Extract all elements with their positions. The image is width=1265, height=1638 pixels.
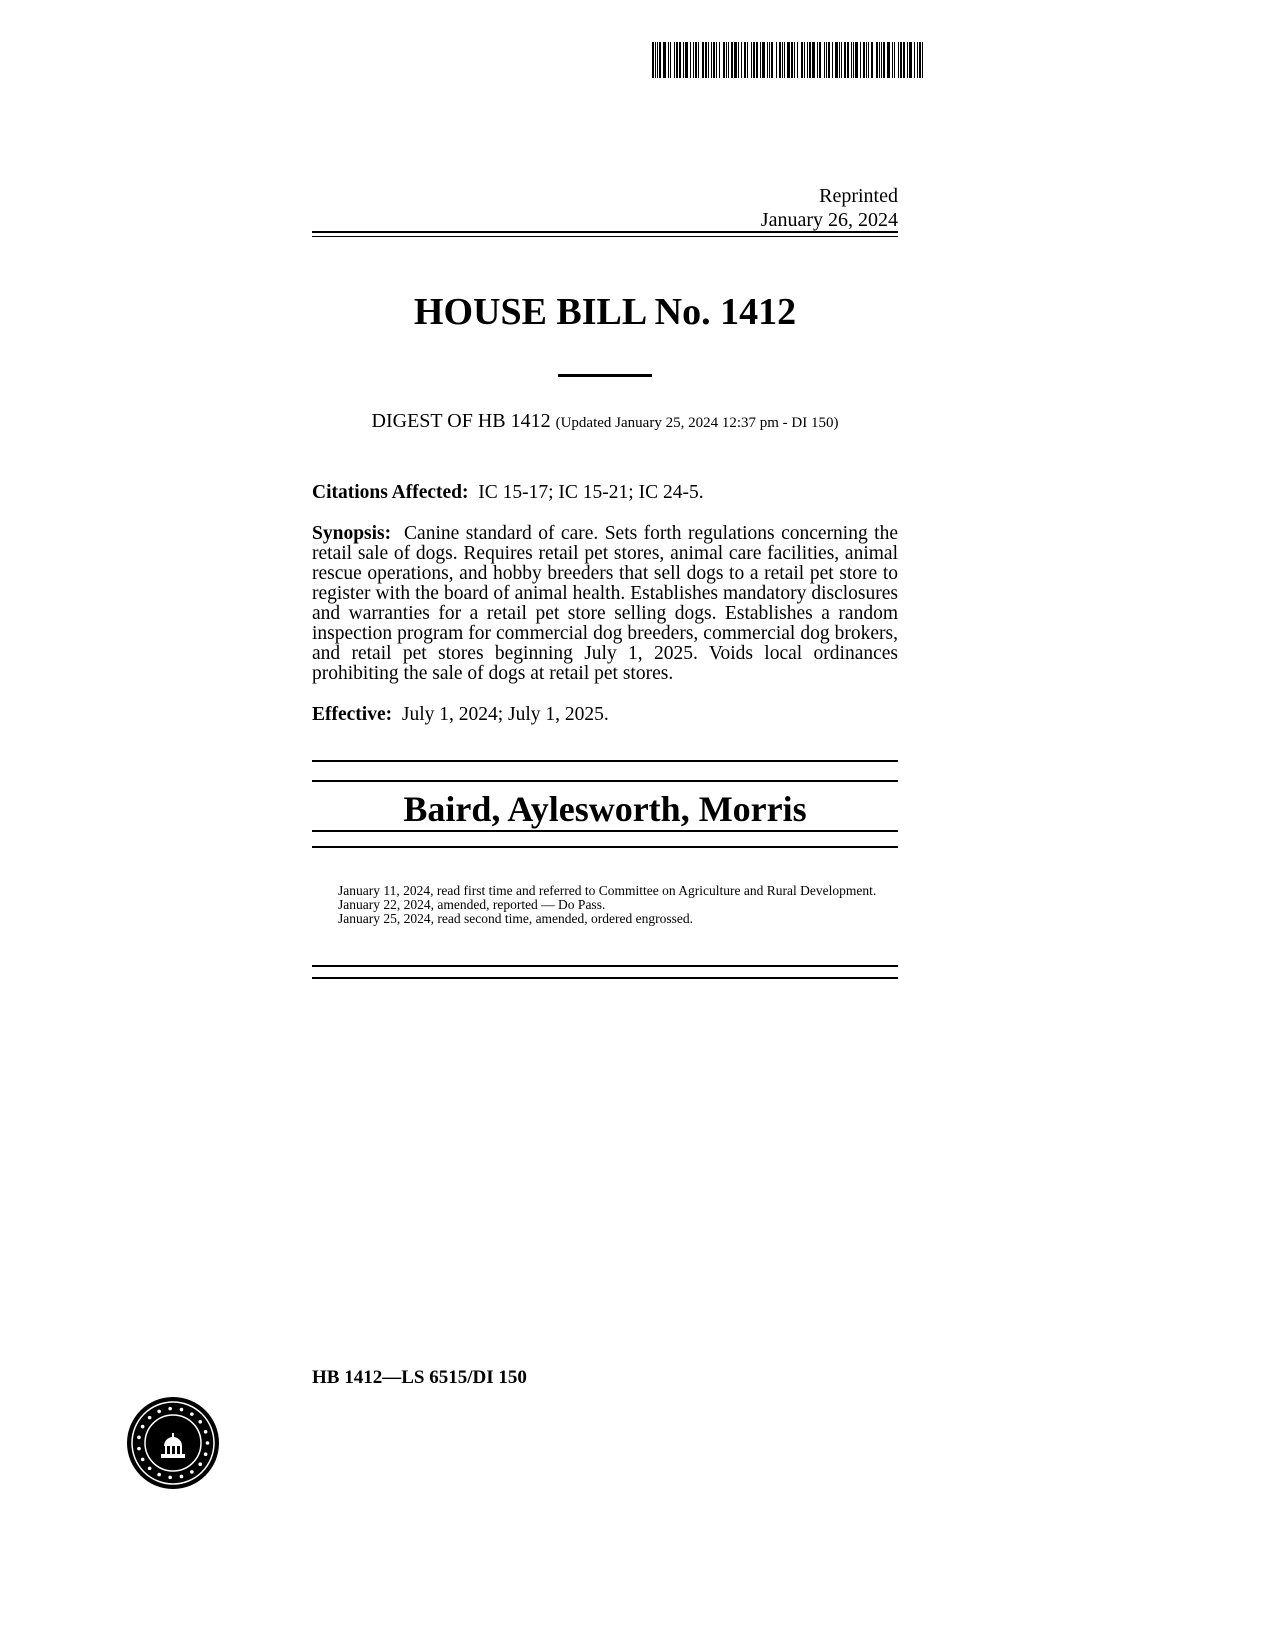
barcode-icon	[652, 42, 926, 78]
citations-label: Citations Affected:	[312, 482, 469, 503]
seal-star	[157, 1410, 161, 1414]
seal-star	[190, 1412, 194, 1416]
divider	[312, 846, 898, 848]
state-capitol-seal-icon	[126, 1396, 220, 1490]
seal-star	[168, 1476, 172, 1480]
history-entry: January 22, 2024, amended, reported — Do Pass.	[338, 897, 606, 912]
seal-star	[206, 1441, 210, 1445]
seal-star	[141, 1425, 145, 1429]
seal-star	[204, 1452, 208, 1456]
divider	[312, 236, 898, 237]
digest-heading	[312, 410, 898, 433]
seal-star	[168, 1407, 172, 1411]
seal-star	[204, 1430, 208, 1434]
bill-footer-id: HB 1412—LS 6515/DI 150	[312, 1367, 527, 1388]
seal-star	[198, 1420, 202, 1424]
history-entry: January 25, 2024, read second time, amended, ordered engrossed.	[338, 911, 694, 926]
seal-star	[137, 1447, 141, 1451]
history-entry: January 11, 2024, read first time and referred to Committee on Agriculture and Rural Development.	[338, 883, 877, 898]
digest-updated: (Updated January 25, 2024 12:37 pm - DI 150)	[555, 415, 839, 431]
synopsis-value: Canine standard of care. Sets forth regulations concerning the retail sale of dogs. Requires retail pet stores, animal care facilities, animal rescue operations, and hobby breeders that sell dogs to a retail pet store to register with the board of animal health. Establishes mandatory disclosures and warranties for a retail pet store selling dogs. Establishes a random inspection program for commercial dog breeders, commercial dog brokers, and retail pet stores beginning July 1, 2025. Voids local ordinances prohibiting the sale of dogs at retail pet stores.	[312, 523, 898, 684]
synopsis-label: Synopsis:	[312, 523, 392, 544]
synopsis	[312, 524, 898, 684]
seal-star	[198, 1462, 202, 1466]
seal-star	[157, 1473, 161, 1477]
divider	[312, 760, 898, 762]
seal-star	[141, 1458, 145, 1462]
divider	[312, 231, 898, 233]
divider	[312, 977, 898, 979]
citations	[312, 483, 898, 503]
effective-value: July 1, 2024; July 1, 2025.	[401, 704, 609, 725]
divider	[558, 374, 652, 377]
effective	[312, 705, 898, 725]
citations-value: IC 15-17; IC 15-21; IC 24-5.	[478, 482, 704, 503]
seal-star	[180, 1475, 184, 1479]
divider	[312, 830, 898, 832]
seal-star	[148, 1416, 152, 1420]
divider	[312, 780, 898, 782]
reprint-info	[312, 184, 898, 232]
reprinted-label: Reprinted	[819, 185, 898, 207]
authors: Baird, Aylesworth, Morris	[403, 789, 807, 829]
legislative-history	[312, 884, 898, 926]
seal-star	[180, 1408, 184, 1412]
bill-title: HOUSE BILL No. 1412	[413, 291, 797, 333]
effective-label: Effective:	[312, 704, 393, 725]
reprint-date: January 26, 2024	[760, 209, 898, 231]
seal-star	[137, 1436, 141, 1440]
digest-label: DIGEST OF HB 1412	[371, 410, 551, 432]
seal-star	[190, 1470, 194, 1474]
divider	[312, 965, 898, 967]
seal-star	[148, 1467, 152, 1471]
